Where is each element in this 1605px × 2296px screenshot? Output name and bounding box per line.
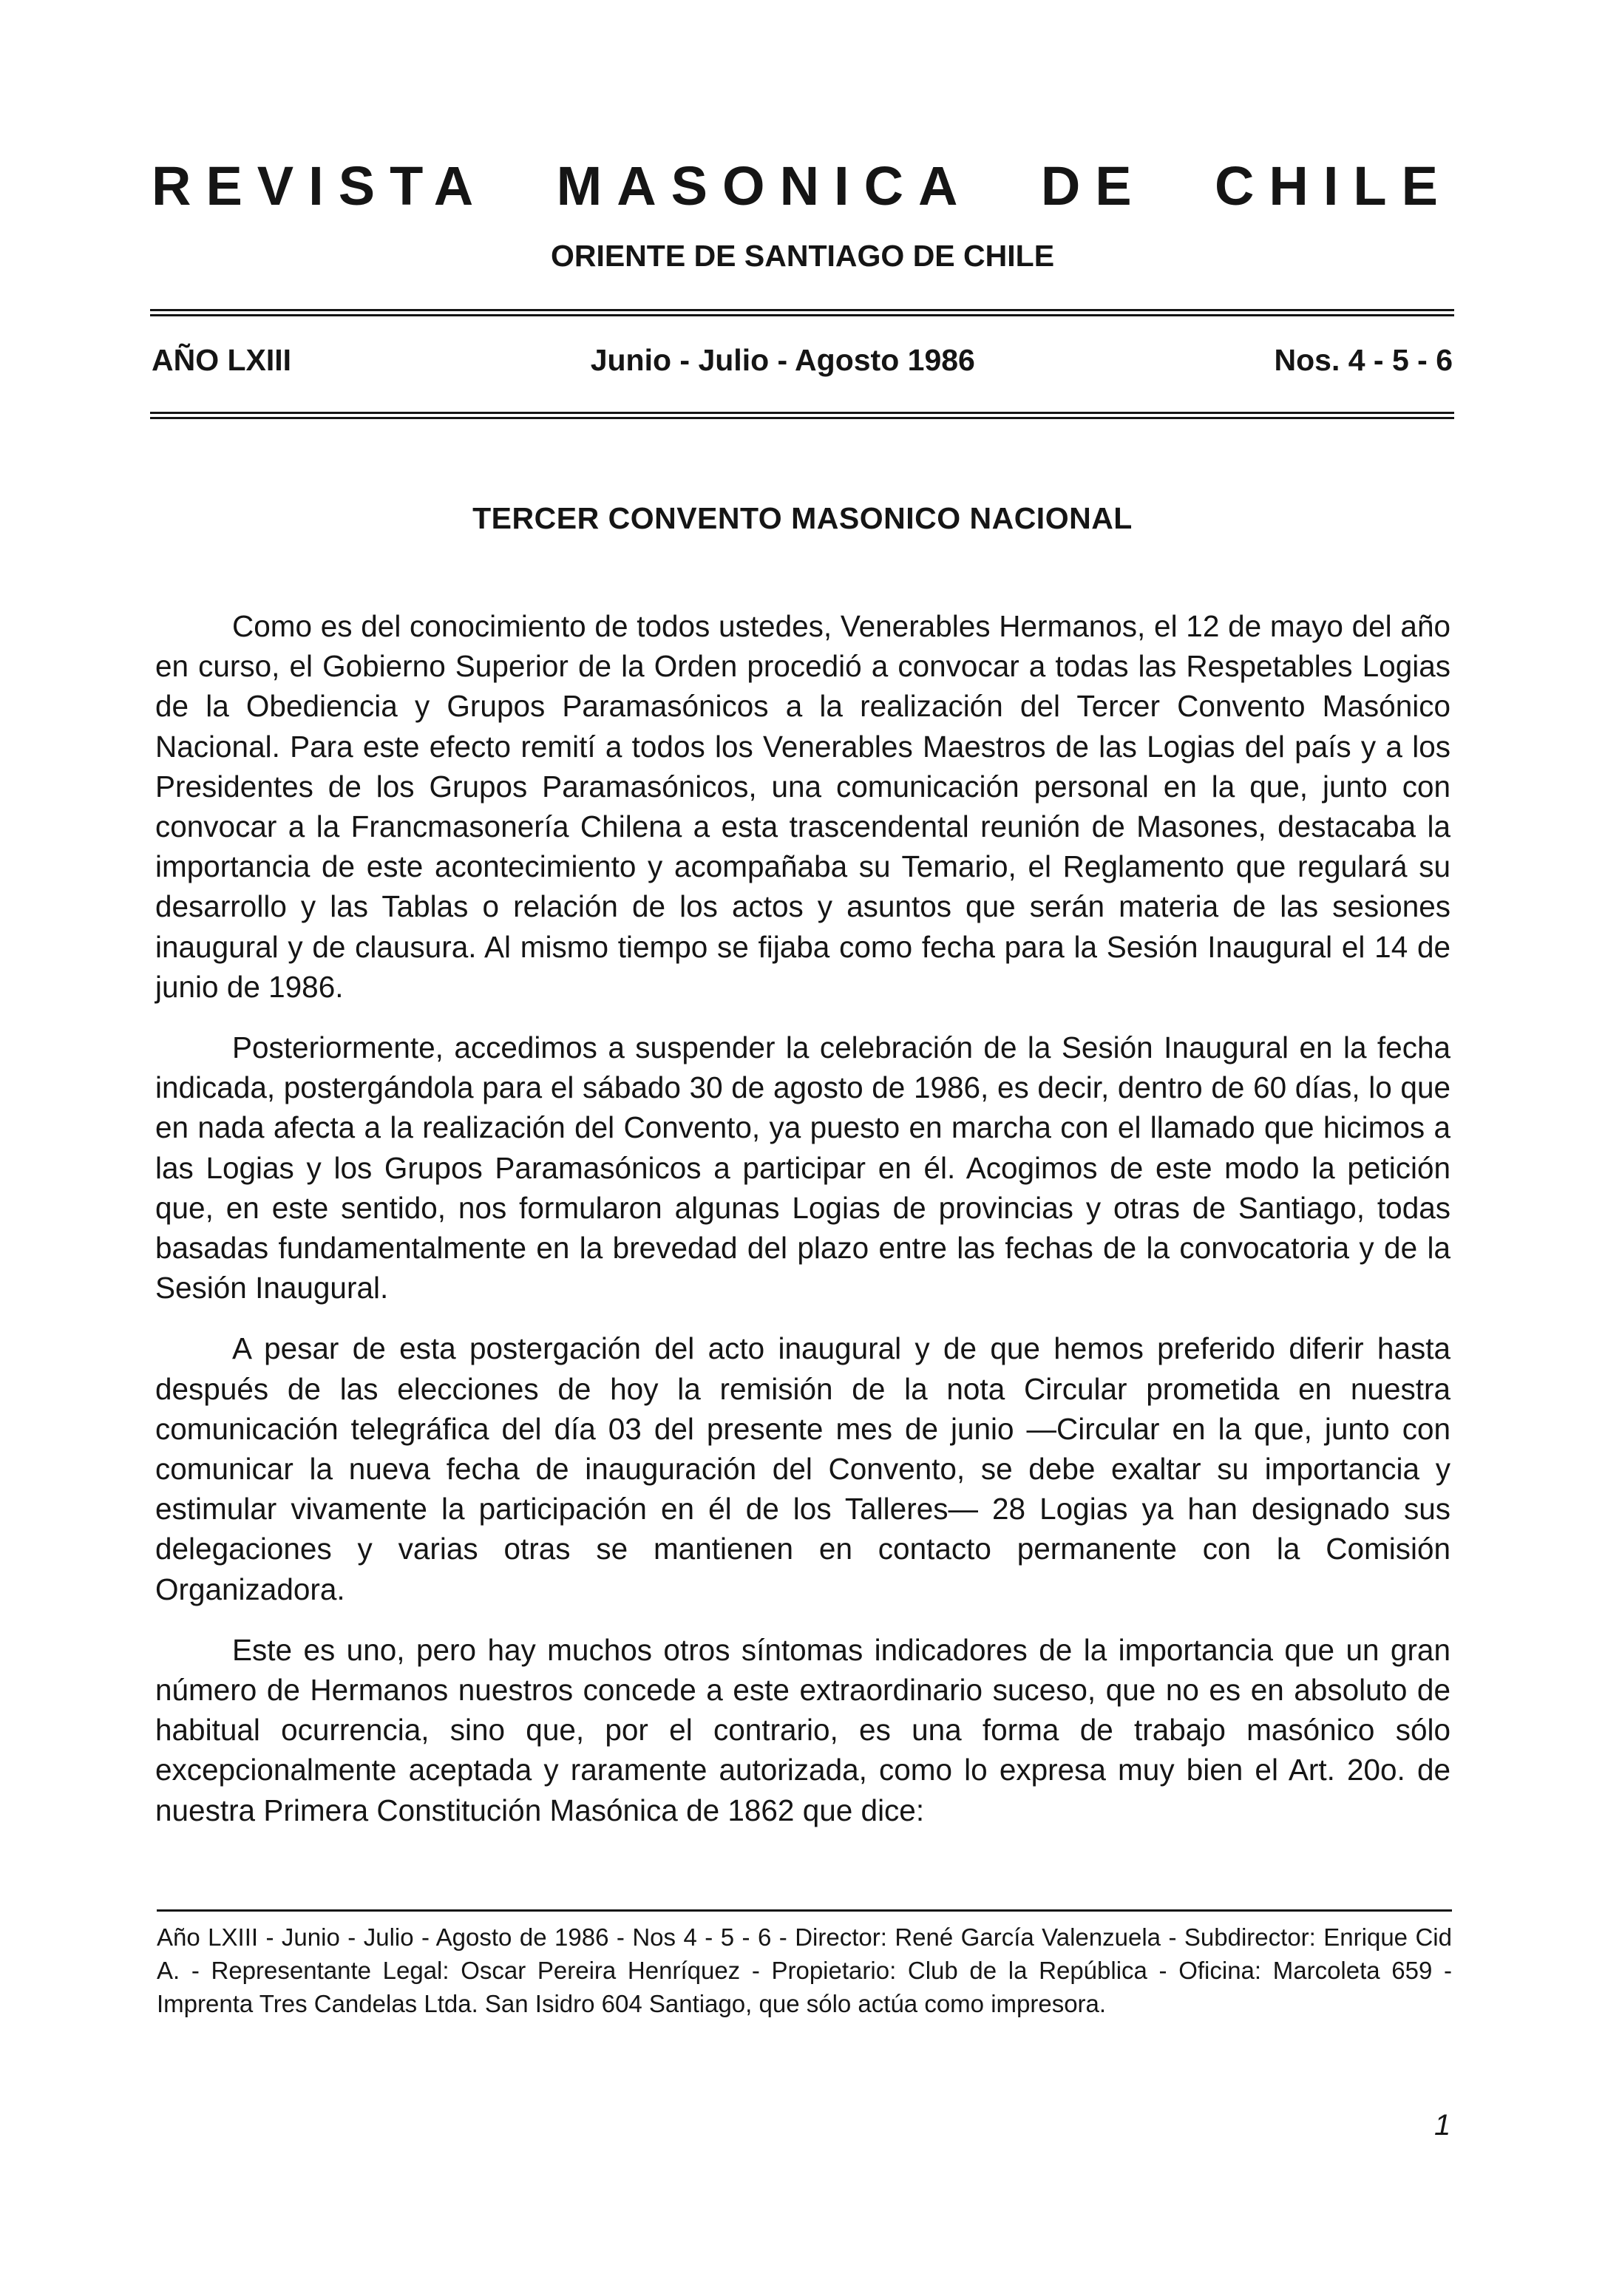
masthead-title: [152, 157, 1453, 216]
masthead-title-word: MASONICA: [556, 155, 973, 217]
article-paragraph: Este es uno, pero hay muchos otros síntomas indicadores de la importancia que un gran número de Hermanos nuestros concede a este extraordinario suceso, que no es en absoluto de habitual ocurrencia, sino que, por el contrario, es una forma de trabajo masónico sólo excepcionalmente aceptada y raramente autorizada, como lo expresa muy bien el Art. 20o. de nuestra Primera Constitución Masónica de 1862 que dice:: [155, 1632, 1450, 1827]
issue-date: Junio - Julio - Agosto 1986: [590, 343, 975, 377]
article-title: TERCER CONVENTO MASONICO NACIONAL: [472, 501, 1133, 535]
double-rule-divider: [150, 309, 1454, 316]
article-paragraph: Como es del conocimiento de todos ustedes, Venerables Hermanos, el 12 de mayo del año en curso, el Gobierno Superior de la Orden procedió a convocar a todas las Respetables Logias de la Obediencia y Grupos Paramasónicos a la realización del Tercer Convento Masónico Nacional. Para este efecto remití a todos los Venerables Maestros de las Logias del país y a los Presidentes de los Grupos Paramasónicos, una comunicación personal en la que, junto con convocar a la Francmasonería Chilena a esta trascendental reunión de Masones, destacaba la importancia de este acontecimiento y acompañaba su Temario, el Reglamento que regulará su desarrollo y las Tablas o relación de los actos y asuntos que serán materia de las sesiones inaugural y de clausura. Al mismo tiempo se fijaba como fecha para la Sesión Inaugural el 14 de junio de 1986.: [155, 609, 1450, 1004]
publication-credits: Año LXIII - Junio - Julio - Agosto de 1986 - Nos 4 - 5 - 6 - Director: René García Valenzuela - Subdirector: Enrique Cid A. - Representante Legal: Oscar Pereira Henríquez - Propietario: Club de la República - Oficina: Marcoleta 659 - Imprenta Tres Candelas Ltda. San Isidro 604 Santiago, que sólo actúa como impresora.: [157, 1923, 1452, 2017]
article-paragraph: Posteriormente, accedimos a suspender la celebración de la Sesión Inaugural en la fecha indicada, postergándola para el sábado 30 de agosto de 1986, es decir, dentro de 60 días, lo que en nada afecta a la realización del Convento, ya puesto en marcha con el llamado que hicimos a las Logias y los Grupos Paramasónicos a participar en él. Acogimos de este modo la petición que, en este sentido, nos formularon algunas Logias de provincias y otras de Santiago, todas basadas fundamentalmente en la brevedad del plazo entre las fechas de la convocatoria y de la Sesión Inaugural.: [155, 1030, 1450, 1305]
issue-numbers: Nos. 4 - 5 - 6: [1274, 343, 1453, 377]
issue-year: AÑO LXIII: [152, 343, 292, 377]
issue-info-bar: [152, 342, 1453, 378]
article-body: [155, 606, 1450, 1851]
article-paragraph: A pesar de esta postergación del acto inaugural y de que hemos preferido diferir hasta después de las elecciones de hoy la remisión de la nota Circular prometida en nuestra comunicación telegráfica del día 03 del presente mes de junio —Circular en la que, junto con comunicar la nueva fecha de inauguración del Convento, se debe exaltar su importancia y estimular vivamente la participación en él de los Talleres— 28 Logias ya han designado sus delegaciones y varias otras se mantienen en contacto permanente con la Comisión Organizadora.: [155, 1331, 1450, 1606]
masthead-subtitle: ORIENTE DE SANTIAGO DE CHILE: [550, 239, 1055, 273]
masthead-title-word: DE: [1040, 155, 1147, 217]
page-number: 1: [1434, 2109, 1451, 2142]
footer-divider: [157, 1909, 1452, 1912]
masthead-title-word: REVISTA: [152, 155, 489, 217]
masthead-title-word: CHILE: [1214, 155, 1453, 217]
double-rule-divider: [150, 412, 1454, 419]
